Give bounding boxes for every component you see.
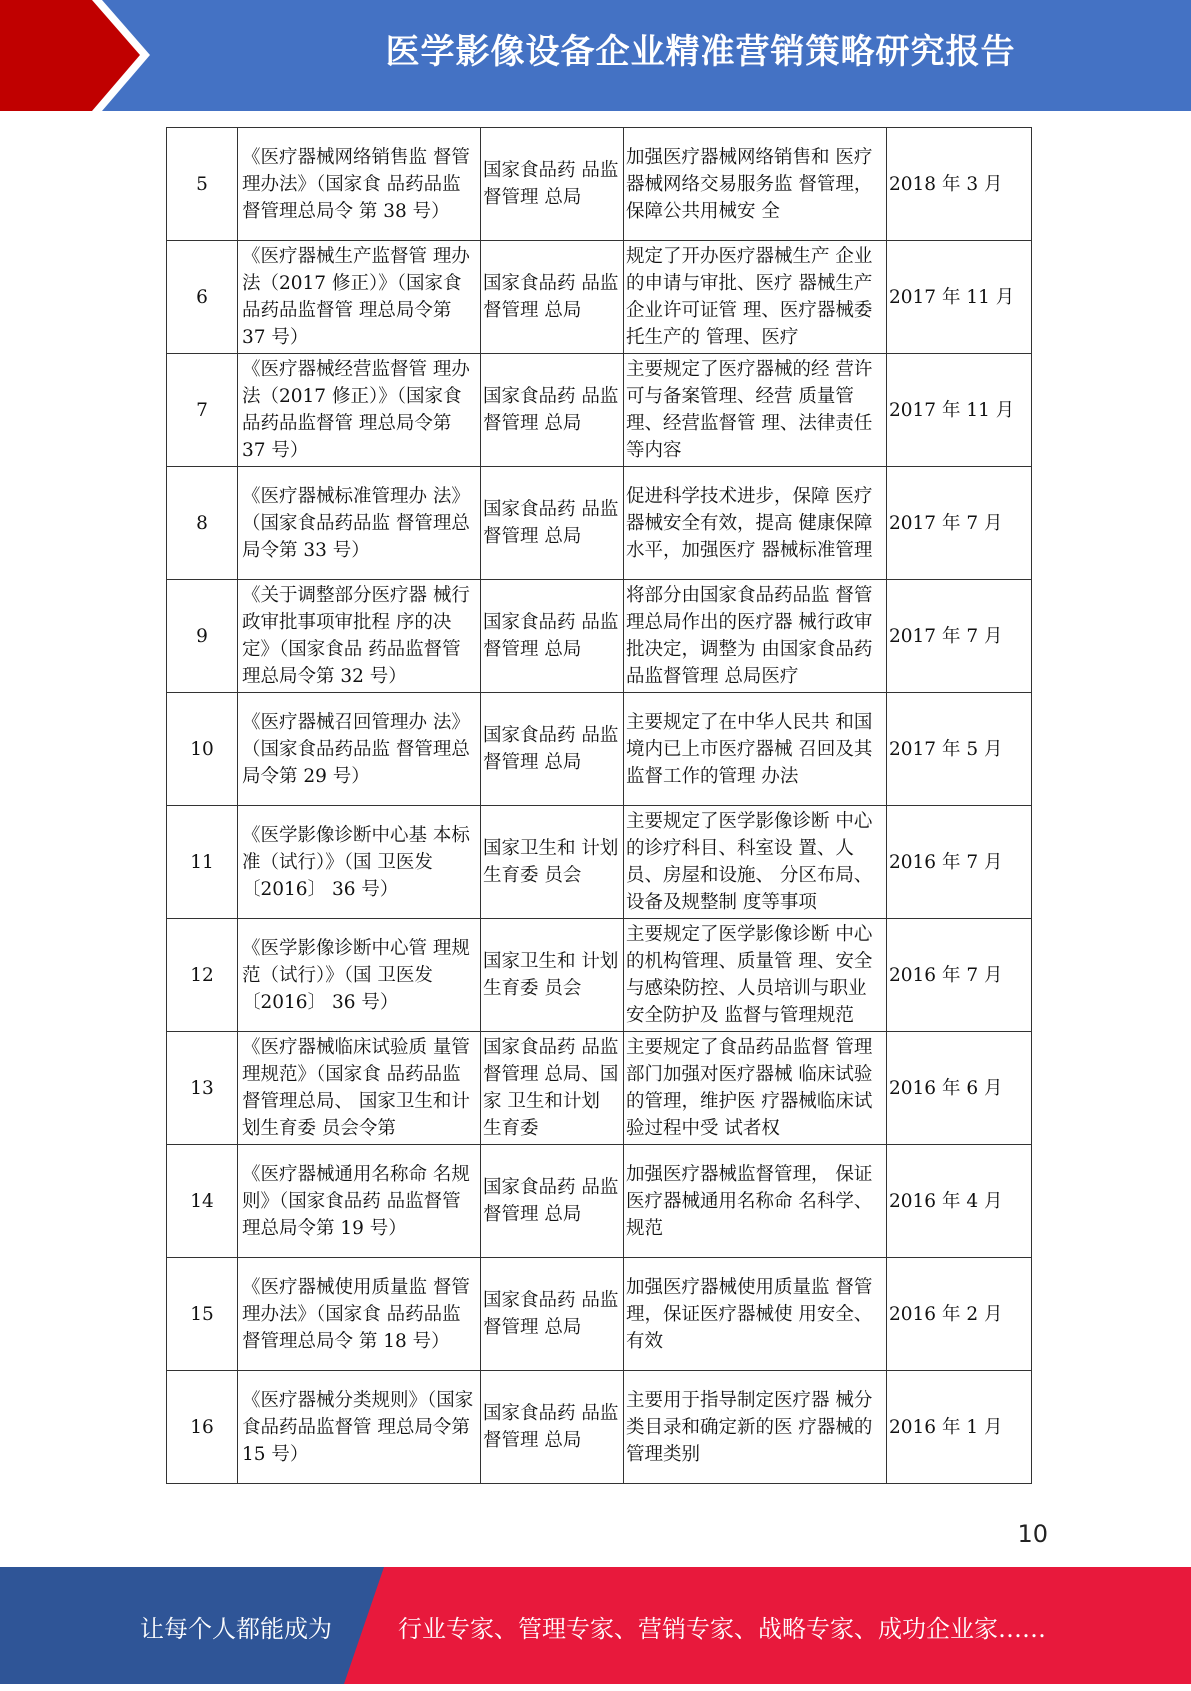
issuing-department-cell <box>481 806 624 919</box>
table-row <box>167 354 1032 467</box>
table-row <box>167 806 1032 919</box>
row-number-cell <box>167 354 238 467</box>
issue-date-cell <box>887 241 1032 354</box>
issuing-department: 国家食品药 品监督管理 总局 <box>483 1177 619 1225</box>
regulation-description-cell <box>624 1032 887 1145</box>
issuing-department: 国家食品药 品监督管理 总局 <box>483 725 619 773</box>
issuing-department-cell <box>481 467 624 580</box>
page-number: 10 <box>1017 1520 1048 1548</box>
page-footer <box>0 1567 1191 1684</box>
regulation-description-cell <box>624 128 887 241</box>
issuing-department-cell <box>481 919 624 1032</box>
issue-date-cell <box>887 919 1032 1032</box>
issuing-department: 国家食品药 品监督管理 总局 <box>483 273 619 321</box>
regulation-name: 《医疗器械标准管理办 法》（国家食品药品监 督管理总局令第 33 号） <box>242 485 470 561</box>
issuing-department-cell <box>481 580 624 693</box>
regulation-name: 《医疗器械网络销售监 督管理办法》（国家食 品药品监督管理总局令 第 38 号） <box>242 146 470 222</box>
issuing-department-cell <box>481 1258 624 1371</box>
regulation-description: 规定了开办医疗器械生产 企业的申请与审批、医疗 器械生产企业许可证管 理、医疗器械委托生产的 管理、医疗 <box>626 246 873 348</box>
issuing-department-cell <box>481 128 624 241</box>
issue-date-cell <box>887 1371 1032 1484</box>
row-number-cell <box>167 1145 238 1258</box>
regulation-description: 主要规定了食品药品监督 管理部门加强对医疗器械 临床试验的管理，维护医 疗器械临床试验过程中受 试者权 <box>626 1037 873 1139</box>
table-row <box>167 1371 1032 1484</box>
row-number: 9 <box>196 625 208 647</box>
regulation-name-cell <box>238 806 481 919</box>
issuing-department: 国家食品药 品监督管理 总局 <box>483 386 619 434</box>
regulation-description-cell <box>624 1258 887 1371</box>
row-number: 14 <box>190 1190 214 1212</box>
issuing-department: 国家食品药 品监督管理 总局 <box>483 499 619 547</box>
footer-slogan-right: 行业专家、管理专家、营销专家、战略专家、成功企业家…… <box>398 1615 1046 1643</box>
table-row <box>167 1258 1032 1371</box>
issuing-department: 国家食品药 品监督管理 总局 <box>483 1290 619 1338</box>
table-row <box>167 1032 1032 1145</box>
row-number: 6 <box>196 286 208 308</box>
regulation-name-cell <box>238 128 481 241</box>
regulation-name-cell <box>238 693 481 806</box>
regulation-name-cell <box>238 580 481 693</box>
regulation-name-cell <box>238 354 481 467</box>
regulation-name: 《医疗器械分类规则》（国家食品药品监督管 理总局令第 15 号） <box>242 1389 474 1465</box>
issuing-department-cell <box>481 1145 624 1258</box>
row-number-cell <box>167 806 238 919</box>
issue-date: 2016 年 7 月 <box>889 964 1003 986</box>
regulation-description: 主要用于指导制定医疗器 械分类目录和确定新的医 疗器械的管理类别 <box>626 1389 873 1465</box>
row-number-cell <box>167 1371 238 1484</box>
row-number-cell <box>167 1258 238 1371</box>
issue-date: 2017 年 7 月 <box>889 512 1003 534</box>
issue-date: 2016 年 6 月 <box>889 1077 1003 1099</box>
regulation-name: 《医疗器械生产监督管 理办法（2017 修正）》（国家食品药品监督管 理总局令第 37 号） <box>242 246 470 348</box>
regulation-name: 《医疗器械通用名称命 名规则》（国家食品药 品监督管理总局令第 19 号） <box>242 1163 470 1239</box>
table-row <box>167 128 1032 241</box>
issuing-department: 国家食品药 品监督管理 总局、国家 卫生和计划 生育委 <box>483 1037 619 1139</box>
report-title: 医学影像设备企业精准营销策略研究报告 <box>385 32 1016 72</box>
regulation-name-cell <box>238 1032 481 1145</box>
row-number: 13 <box>190 1077 214 1099</box>
row-number-cell <box>167 580 238 693</box>
regulation-description: 促进科学技术进步，保障 医疗器械安全有效，提高 健康保障水平，加强医疗 器械标准管理 <box>626 485 873 561</box>
table-row <box>167 467 1032 580</box>
issue-date: 2016 年 2 月 <box>889 1303 1003 1325</box>
regulations-table-body <box>167 128 1032 1484</box>
table-row <box>167 919 1032 1032</box>
regulation-name-cell <box>238 919 481 1032</box>
issue-date-cell <box>887 1145 1032 1258</box>
issue-date: 2017 年 11 月 <box>889 399 1015 421</box>
issue-date: 2017 年 5 月 <box>889 738 1003 760</box>
regulation-name-cell <box>238 1258 481 1371</box>
regulation-name: 《医疗器械使用质量监 督管理办法》（国家食 品药品监督管理总局令 第 18 号） <box>242 1276 470 1352</box>
regulation-description: 加强医疗器械监督管理， 保证医疗器械通用名称命 名科学、规范 <box>626 1163 873 1239</box>
row-number: 5 <box>196 173 208 195</box>
issuing-department: 国家食品药 品监督管理 总局 <box>483 612 619 660</box>
table-row <box>167 1145 1032 1258</box>
issuing-department-cell <box>481 1371 624 1484</box>
row-number: 11 <box>190 851 214 873</box>
issue-date-cell <box>887 467 1032 580</box>
regulation-description-cell <box>624 1371 887 1484</box>
regulation-name: 《医学影像诊断中心基 本标准（试行）》（国 卫医发〔2016〕 36 号） <box>242 824 470 900</box>
table-row <box>167 241 1032 354</box>
regulation-name: 《医疗器械临床试验质 量管理规范》（国家食 品药品监督管理总局、 国家卫生和计划生育委 员会令第 <box>242 1037 470 1139</box>
regulation-description-cell <box>624 580 887 693</box>
regulation-description-cell <box>624 467 887 580</box>
row-number-cell <box>167 919 238 1032</box>
issuing-department: 国家食品药 品监督管理 总局 <box>483 160 619 208</box>
regulation-description-cell <box>624 354 887 467</box>
regulation-description: 主要规定了在中华人民共 和国境内已上市医疗器械 召回及其监督工作的管理 办法 <box>626 711 873 787</box>
row-number-cell <box>167 693 238 806</box>
regulation-name: 《医疗器械经营监督管 理办法（2017 修正）》（国家食品药品监督管 理总局令第 37 号） <box>242 359 470 461</box>
row-number: 10 <box>190 738 214 760</box>
row-number: 16 <box>190 1416 214 1438</box>
regulation-description-cell <box>624 241 887 354</box>
issuing-department: 国家食品药 品监督管理 总局 <box>483 1403 619 1451</box>
regulation-description: 主要规定了医学影像诊断 中心的诊疗科目、科室设 置、人员、房屋和设施、 分区布局、设备及规整制 度等事项 <box>626 811 873 913</box>
issuing-department: 国家卫生和 计划生育委 员会 <box>483 951 619 999</box>
regulation-description-cell <box>624 806 887 919</box>
regulation-description: 主要规定了医学影像诊断 中心的机构管理、质量管 理、安全与感染防控、人员培训与职业安全防护及 监督与管理规范 <box>626 924 873 1026</box>
footer-slogan-left: 让每个人都能成为 <box>140 1615 332 1643</box>
regulation-description: 将部分由国家食品药品监 督管理总局作出的医疗器 械行政审批决定，调整为 由国家食品药品监督管理 总局医疗 <box>626 585 873 687</box>
regulation-name: 《关于调整部分医疗器 械行政审批事项审批程 序的决定》（国家食品 药品监督管理总局令第 32 号） <box>242 585 470 687</box>
issuing-department: 国家卫生和 计划生育委 员会 <box>483 838 619 886</box>
row-number-cell <box>167 1032 238 1145</box>
table-row <box>167 693 1032 806</box>
issuing-department-cell <box>481 354 624 467</box>
issue-date-cell <box>887 693 1032 806</box>
issue-date-cell <box>887 128 1032 241</box>
regulation-description: 加强医疗器械网络销售和 医疗器械网络交易服务监 督管理，保障公共用械安 全 <box>626 146 873 222</box>
page-header <box>0 0 1191 111</box>
issue-date: 2017 年 11 月 <box>889 286 1015 308</box>
issuing-department-cell <box>481 241 624 354</box>
regulation-description: 主要规定了医疗器械的经 营许可与备案管理、经营 质量管理、经营监督管 理、法律责任等内容 <box>626 359 873 461</box>
row-number: 12 <box>190 964 214 986</box>
regulation-name: 《医疗器械召回管理办 法》（国家食品药品监 督管理总局令第 29 号） <box>242 711 470 787</box>
issue-date: 2016 年 4 月 <box>889 1190 1003 1212</box>
row-number-cell <box>167 241 238 354</box>
issuing-department-cell <box>481 693 624 806</box>
issue-date-cell <box>887 580 1032 693</box>
regulation-description: 加强医疗器械使用质量监 督管理，保证医疗器械使 用安全、有效 <box>626 1276 873 1352</box>
regulation-description-cell <box>624 919 887 1032</box>
issuing-department-cell <box>481 1032 624 1145</box>
row-number: 7 <box>196 399 208 421</box>
row-number-cell <box>167 467 238 580</box>
regulation-description-cell <box>624 693 887 806</box>
table-row <box>167 580 1032 693</box>
row-number-cell <box>167 128 238 241</box>
issue-date: 2016 年 1 月 <box>889 1416 1003 1438</box>
regulation-name-cell <box>238 1145 481 1258</box>
regulation-description-cell <box>624 1145 887 1258</box>
issue-date-cell <box>887 1258 1032 1371</box>
regulation-name-cell <box>238 1371 481 1484</box>
issue-date-cell <box>887 1032 1032 1145</box>
issue-date: 2016 年 7 月 <box>889 851 1003 873</box>
issue-date-cell <box>887 354 1032 467</box>
regulation-name: 《医学影像诊断中心管 理规范（试行）》（国 卫医发〔2016〕 36 号） <box>242 937 470 1013</box>
issue-date: 2017 年 7 月 <box>889 625 1003 647</box>
row-number: 15 <box>190 1303 214 1325</box>
issue-date: 2018 年 3 月 <box>889 173 1003 195</box>
regulations-table <box>166 127 1032 1484</box>
row-number: 8 <box>196 512 208 534</box>
regulation-name-cell <box>238 241 481 354</box>
regulation-name-cell <box>238 467 481 580</box>
issue-date-cell <box>887 806 1032 919</box>
